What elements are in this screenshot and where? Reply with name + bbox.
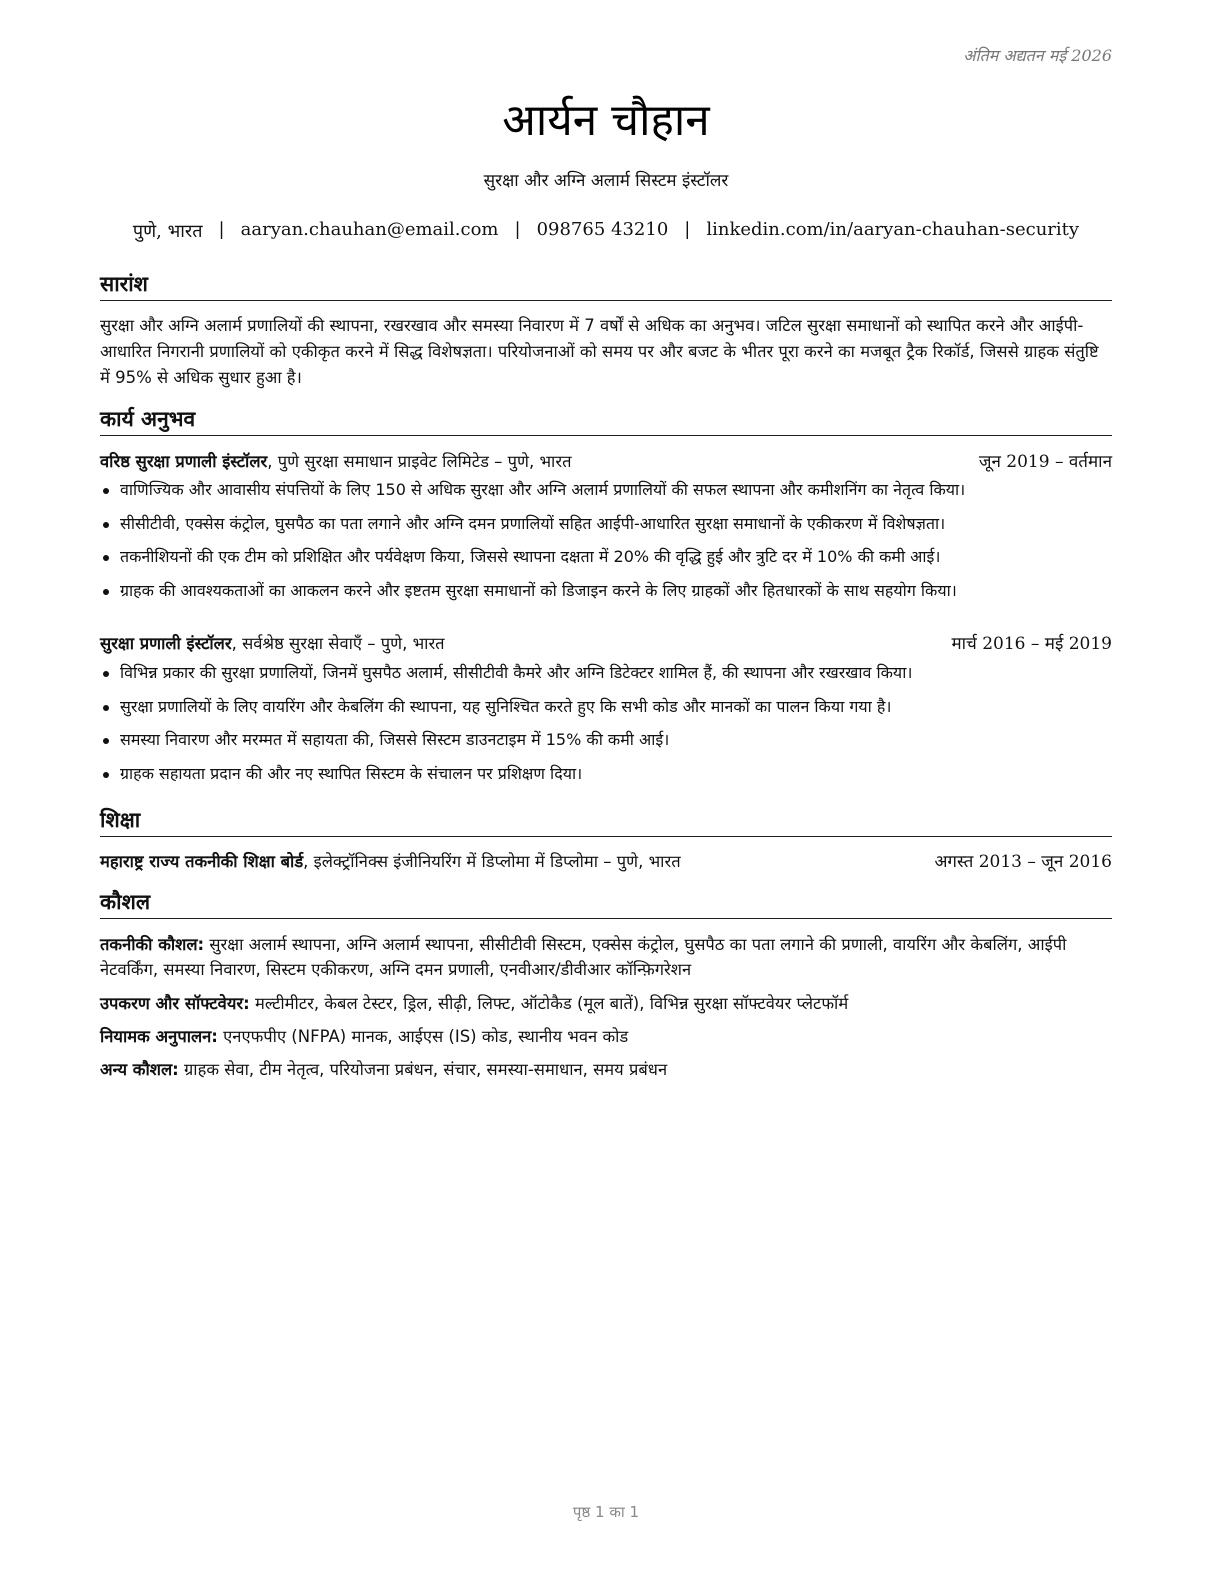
job-bullets: [100, 479, 1112, 613]
experience-heading: कार्य अनुभव: [100, 405, 1112, 436]
separator: |: [684, 219, 691, 240]
linkedin-link[interactable]: linkedin.com/in/aaryan-chauhan-security: [706, 219, 1080, 240]
job-role: सुरक्षा प्रणाली इंस्टॉलर: [100, 634, 232, 653]
job-role-company: [100, 449, 571, 472]
job-role: वरिष्ठ सुरक्षा प्रणाली इंस्टॉलर: [100, 452, 268, 471]
page-number: पृष्ठ 1 का 1: [572, 1503, 640, 1521]
job-bullets: [100, 662, 1112, 796]
skill-value: एनएफपीए (NFPA) मानक, आईएस (IS) कोड, स्थानीय भवन कोड: [217, 1027, 629, 1046]
skill-value: ग्राहक सेवा, टीम नेतृत्व, परियोजना प्रबंधन, संचार, समस्या-समाधान, समय प्रबंधन: [178, 1060, 668, 1079]
skill-label: तकनीकी कौशल:: [100, 935, 205, 954]
list-item: तकनीशियनों की एक टीम को प्रशिक्षित और पर्यवेक्षण किया, जिससे स्थापना दक्षता में 20% की वृद्धि हुई और त्रुटि दर में 10% की कमी आई।: [100, 546, 1112, 580]
phone: 098765 43210: [536, 219, 669, 240]
separator: |: [218, 219, 225, 240]
skill-label: नियामक अनुपालन:: [100, 1027, 218, 1046]
resume-page: [100, 0, 1112, 1584]
education-detail: , इलेक्ट्रॉनिक्स इंजीनियरिंग में डिप्लोमा में डिप्लोमा – पुणे, भारत: [303, 852, 681, 871]
candidate-name: आर्यन चौहान: [502, 95, 710, 146]
job-header: [100, 631, 1112, 654]
job-role-company: [100, 631, 445, 654]
skills-heading: कौशल: [100, 888, 1112, 919]
list-item: सीसीटीवी, एक्सेस कंट्रोल, घुसपैठ का पता लगाने और अग्नि दमन प्रणालियों सहित आईपी-आधारित सुरक्षा समाधानों के एकीकरण में विशेषज्ञता।: [100, 513, 1112, 547]
skill-label: अन्य कौशल:: [100, 1060, 179, 1079]
education-heading: शिक्षा: [100, 806, 1112, 837]
separator: |: [514, 219, 521, 240]
list-item: सुरक्षा प्रणालियों के लिए वायरिंग और केबलिंग की स्थापना, यह सुनिश्चित करते हुए कि सभी कोड और मानकों का पालन किया गया है।: [100, 696, 1112, 730]
location: पुणे, भारत: [132, 221, 203, 242]
summary-heading: सारांश: [100, 270, 1112, 301]
summary-text: सुरक्षा और अग्नि अलार्म प्रणालियों की स्थापना, रखरखाव और समस्या निवारण में 7 वर्षों से अधिक का अनुभव। जटिल सुरक्षा समाधानों को स्थापित करने और आईपी-आधारित निगरानी प्रणालियों को एकीकृत करने में सिद्ध विशेषज्ञता। परियोजनाओं को समय पर और बजट के भीतर पूरा करने का मजबूत ट्रैक रिकॉर्ड, जिससे ग्राहक संतुष्टि में 95% से अधिक सुधार हुआ है।: [100, 316, 1099, 387]
list-item: ग्राहक सहायता प्रदान की और नए स्थापित सिस्टम के संचालन पर प्रशिक्षण दिया।: [100, 763, 1112, 797]
job-header: [100, 449, 1112, 472]
list-item: ग्राहक की आवश्यकताओं का आकलन करने और इष्टतम सुरक्षा समाधानों को डिजाइन करने के लिए ग्राहकों और हितधारकों के साथ सहयोग किया।: [100, 580, 1112, 614]
job-dates: मार्च 2016 – मई 2019: [951, 634, 1112, 654]
education-institution-detail: [100, 849, 681, 872]
education-entry: [100, 849, 1112, 872]
education-institution: महाराष्ट्र राज्य तकनीकी शिक्षा बोर्ड: [100, 852, 304, 871]
skill-line: [100, 1057, 1112, 1082]
job-company: , सर्वश्रेष्ठ सुरक्षा सेवाएँ – पुणे, भारत: [231, 634, 445, 653]
job-company: , पुणे सुरक्षा समाधान प्राइवेट लिमिटेड – पुणे, भारत: [267, 452, 572, 471]
job-dates: जून 2019 – वर्तमान: [978, 452, 1112, 472]
education-dates: अगस्त 2013 – जून 2016: [934, 852, 1112, 872]
skill-line: [100, 991, 1112, 1016]
email-link[interactable]: aaryan.chauhan@email.com: [240, 219, 499, 240]
skill-label: उपकरण और सॉफ्टवेयर:: [100, 994, 250, 1013]
list-item: वाणिज्यिक और आवासीय संपत्तियों के लिए 150 से अधिक सुरक्षा और अग्नि अलार्म प्रणालियों की सफल स्थापना और कमीशनिंग का नेतृत्व किया।: [100, 479, 1112, 513]
candidate-title: सुरक्षा और अग्नि अलार्म सिस्टम इंस्टॉलर: [483, 171, 729, 191]
last-updated: अंतिम अद्यतन मई 2026: [963, 46, 1112, 65]
list-item: समस्या निवारण और मरम्मत में सहायता की, जिससे सिस्टम डाउनटाइम में 15% की कमी आई।: [100, 729, 1112, 763]
skill-value: सुरक्षा अलार्म स्थापना, अग्नि अलार्म स्थापना, सीसीटीवी सिस्टम, एक्सेस कंट्रोल, घुसपैठ का पता लगाने की प्रणाली, वायरिंग और केबलिंग, आईपी नेटवर्किंग, समस्या निवारण, सिस्टम एकीकरण, अग्नि दमन प्रणाली, एनवीआर/डीवीआर कॉन्फ़िगरेशन: [100, 935, 1067, 979]
skill-line: [100, 932, 1112, 982]
contact-line: [100, 219, 1112, 243]
list-item: विभिन्न प्रकार की सुरक्षा प्रणालियों, जिनमें घुसपैठ अलार्म, सीसीटीवी कैमरे और अग्नि डिटेक्टर शामिल हैं, की स्थापना और रखरखाव किया।: [100, 662, 1112, 696]
skill-line: [100, 1024, 1112, 1049]
skill-value: मल्टीमीटर, केबल टेस्टर, ड्रिल, सीढ़ी, लिफ्ट, ऑटोकैड (मूल बातें), विभिन्न सुरक्षा सॉफ्टवेयर प्लेटफॉर्म: [249, 994, 849, 1013]
